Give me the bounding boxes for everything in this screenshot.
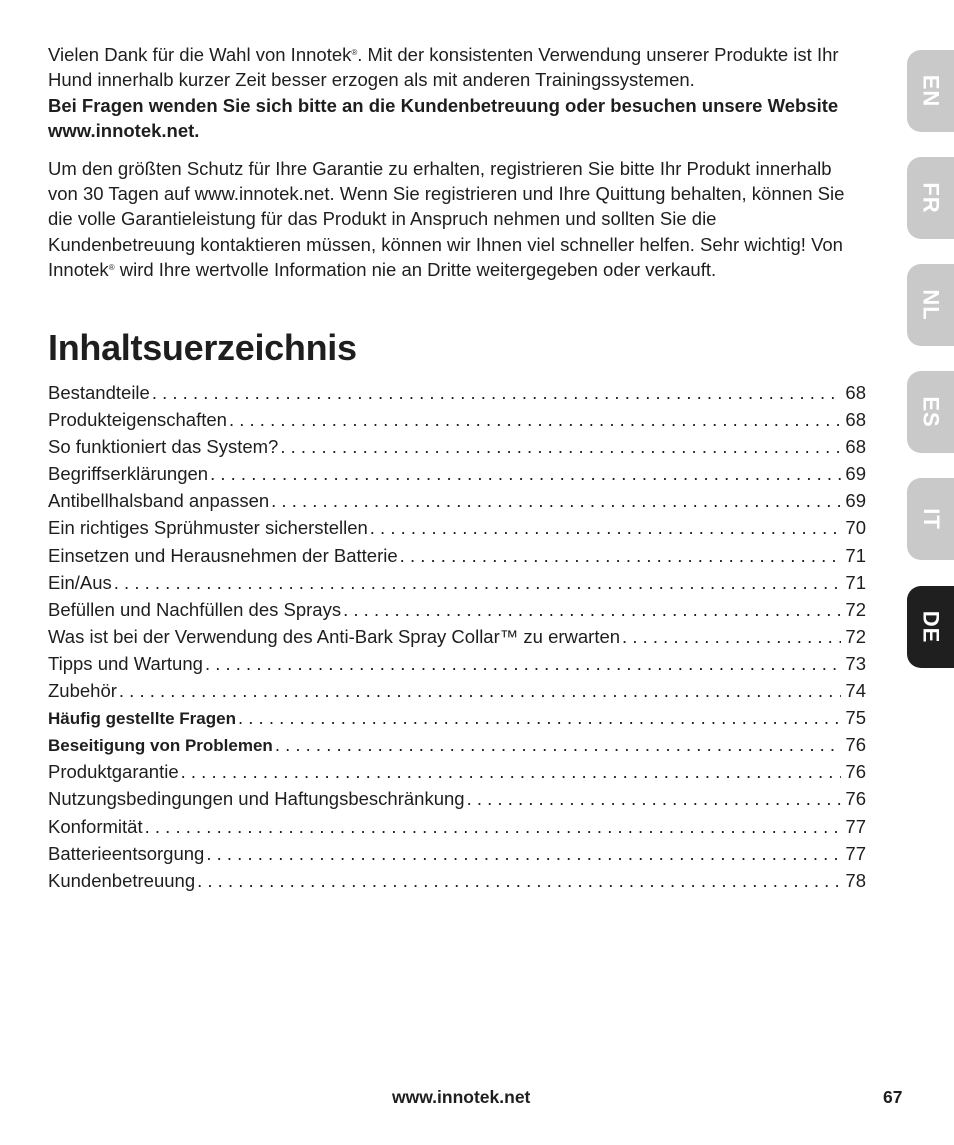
intro-paragraph-2 — [48, 156, 866, 283]
toc-entry-page: 77 — [845, 842, 866, 864]
toc-entry-page: 71 — [845, 544, 866, 566]
toc-entry-page: 76 — [845, 761, 866, 783]
language-tab-label: NL — [918, 289, 944, 321]
toc-entry-page: 70 — [845, 517, 866, 539]
toc-entry-nutzungsbedingungen[interactable] — [48, 785, 866, 812]
toc-dot-leader — [465, 785, 842, 812]
footer-url[interactable]: www.innotek.net — [392, 1087, 531, 1107]
toc-entry-konformitaet[interactable] — [48, 813, 866, 840]
toc-entry-page: 68 — [845, 382, 866, 403]
toc-entry-system[interactable] — [48, 433, 866, 460]
page-number: 67 — [883, 1087, 903, 1107]
toc-entry-tipps-wartung[interactable] — [48, 650, 866, 677]
language-tab-label: IT — [918, 508, 944, 530]
toc-entry-title: Ein/Aus — [48, 571, 112, 593]
toc-entry-page: 71 — [845, 571, 866, 593]
language-tab-label: FR — [918, 182, 944, 214]
toc-entry-title: Batterieentsorgung — [48, 842, 205, 864]
toc-dot-leader — [112, 569, 842, 596]
toc-dot-leader — [398, 542, 842, 569]
language-tab-de[interactable] — [907, 586, 954, 668]
language-tab-label: DE — [918, 610, 944, 644]
toc-entry-bestandteile[interactable] — [48, 379, 866, 406]
toc-entry-title: Antibellhalsband anpassen — [48, 490, 270, 512]
toc-entry-title: Tipps und Wartung — [48, 652, 203, 674]
toc-entry-title: Produktgarantie — [48, 761, 179, 783]
toc-entry-batterieentsorgung[interactable] — [48, 840, 866, 867]
toc-entry-spray-befuellen[interactable] — [48, 596, 866, 623]
page-content — [48, 42, 866, 891]
toc-dot-leader — [143, 813, 842, 840]
toc-entry-title: Konformität — [48, 815, 143, 837]
language-tab-it[interactable] — [907, 478, 954, 560]
toc-dot-leader — [368, 514, 842, 541]
toc-entry-title: Befüllen und Nachfüllen des Sprays — [48, 598, 342, 620]
toc-dot-leader — [204, 840, 841, 867]
language-tab-label: ES — [918, 396, 944, 428]
toc-dot-leader — [278, 433, 841, 460]
toc-entry-begriffserklaerungen[interactable] — [48, 460, 866, 487]
warranty-text-a: Um den größten Schutz für Ihre Garantie zu erhalten, registrieren Sie bitte Ihr Produkt innerhalb von 30 Tagen auf www.innotek.net. Wenn Sie registrieren und Ihre Quittung behalten, können Sie die volle Garantieleistung für das Produkt in Anspruch nehmen und sollten Sie die Kundenbetreuung kontaktieren müssen, können wir Ihnen viel schneller helfen. Sehr wichtig! Von Innotek — [48, 157, 845, 281]
intro-text-a: Vielen Dank für die Wahl von Innotek — [48, 44, 352, 65]
toc-entry-halsband-anpassen[interactable] — [48, 487, 866, 514]
toc-entry-spruehmuster[interactable] — [48, 514, 866, 541]
toc-entry-title: Beseitigung von Problemen — [48, 736, 273, 756]
toc-dot-leader — [236, 704, 841, 731]
toc-entry-title: Kundenbetreuung — [48, 869, 196, 891]
toc-dot-leader — [150, 379, 842, 406]
toc-entry-page: 73 — [845, 652, 866, 674]
registered-mark: ® — [351, 48, 358, 57]
intro-paragraph-1 — [48, 42, 866, 93]
toc-entry-title: Bestandteile — [48, 382, 150, 403]
toc-entry-batterie[interactable] — [48, 542, 866, 569]
table-of-contents — [48, 379, 866, 894]
toc-entry-title: So funktioniert das System? — [48, 436, 279, 458]
toc-dot-leader — [273, 731, 842, 758]
language-tab-fr[interactable] — [907, 157, 954, 239]
toc-entry-page: 72 — [845, 625, 866, 647]
intro-bold-notice: Bei Fragen wenden Sie sich bitte an die Kundenbetreuung oder besuchen unsere Website www.innotek.net. — [48, 94, 839, 142]
toc-entry-title: Begriffserklärungen — [48, 463, 209, 485]
toc-entry-produkteigenschaften[interactable] — [48, 406, 866, 433]
language-tab-nl[interactable] — [907, 264, 954, 346]
toc-entry-problembehebung[interactable] — [48, 731, 866, 758]
toc-entry-title: Was ist bei der Verwendung des Anti-Bark Spray Collar™ zu erwarten — [48, 625, 621, 647]
toc-dot-leader — [227, 406, 841, 433]
toc-entry-page: 77 — [845, 815, 866, 837]
toc-entry-faq[interactable] — [48, 704, 866, 731]
toc-entry-page: 74 — [845, 680, 866, 702]
toc-dot-leader — [620, 623, 841, 650]
toc-entry-page: 76 — [845, 734, 866, 756]
toc-entry-title: Zubehör — [48, 680, 117, 702]
toc-entry-page: 78 — [845, 869, 866, 891]
warranty-text-b: wird Ihre wertvolle Information nie an Dritte weitergegeben oder verkauft. — [114, 259, 717, 281]
toc-dot-leader — [208, 460, 841, 487]
toc-entry-page: 75 — [845, 707, 866, 729]
toc-entry-page: 68 — [845, 436, 866, 458]
language-tab-en[interactable] — [907, 50, 954, 132]
toc-entry-page: 72 — [845, 598, 866, 620]
toc-heading: Inhaltsuerzeichnis — [48, 327, 357, 368]
toc-entry-page: 69 — [845, 490, 866, 512]
toc-dot-leader — [203, 650, 841, 677]
intro-text-b: . Mit der konsistenten Verwendung unserer Produkte ist Ihr Hund innerhalb kurzer Zeit besser erzogen als mit anderen Trainingssystemen. — [48, 44, 839, 91]
toc-entry-erwartungen[interactable] — [48, 623, 866, 650]
intro — [48, 42, 866, 283]
toc-dot-leader — [269, 487, 841, 514]
toc-entry-zubehoer[interactable] — [48, 677, 866, 704]
toc-entry-title: Einsetzen und Herausnehmen der Batterie — [48, 544, 398, 566]
toc-entry-page: 68 — [845, 409, 866, 431]
toc-dot-leader — [341, 596, 841, 623]
toc-entry-kundenbetreuung[interactable] — [48, 867, 866, 894]
language-tab-es[interactable] — [907, 371, 954, 453]
toc-entry-title: Ein richtiges Sprühmuster sicherstellen — [48, 517, 368, 539]
toc-entry-page: 69 — [845, 463, 866, 485]
toc-entry-ein-aus[interactable] — [48, 569, 866, 596]
toc-entry-title: Nutzungsbedingungen und Haftungsbeschränkung — [48, 788, 465, 810]
toc-entry-page: 76 — [845, 788, 866, 810]
toc-dot-leader — [117, 677, 842, 704]
toc-dot-leader — [179, 758, 842, 785]
registered-mark: ® — [108, 263, 115, 273]
toc-dot-leader — [195, 867, 841, 894]
toc-entry-title: Häufig gestellte Fragen — [48, 709, 236, 729]
toc-entry-title: Produkteigenschaften — [48, 409, 227, 431]
toc-entry-produktgarantie[interactable] — [48, 758, 866, 785]
language-tab-label: EN — [918, 74, 944, 108]
